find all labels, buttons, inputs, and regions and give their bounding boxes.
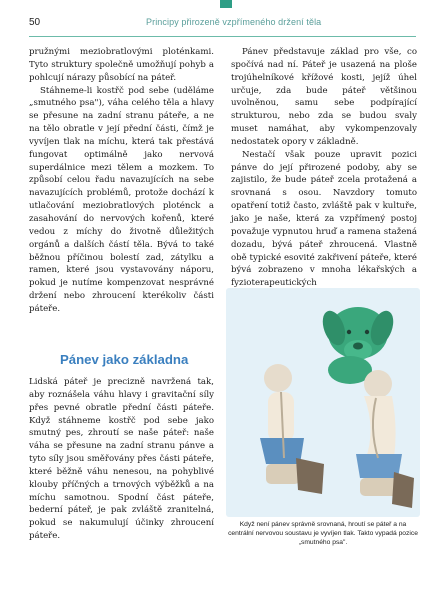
header-accent-bar (220, 0, 232, 8)
left-column (29, 46, 214, 316)
right-paragraph-2: Nestačí však pouze upravit pozici pánve do její přirozené podoby, aby se zajistilo, že bude páteř zcela protažená a srovnaná s osou. Navzdory tomuto opatření totiž často, zvláště pak v kultuře, jako je naše, která za vzpřímený postoj považuje vypnutou hruď a ramena stažená dozadu, bývá páteř zhroucená. Vlastně obě typické esovité zakřivení páteře, které bývá zobrazeno v mnoha lékařských a fyzioterapeutických (231, 149, 417, 289)
section-paragraph-1: Lidská páteř je precizně navržená tak, aby roznášela váhu hlavy i gravitační síly přes pevné obratle přední části páteře. Když stáhneme kostřč pod sebe jako smutný pes, zhroutí se naše páteř: naše váha se přesune na zadní stranu pánve a tyto síly jsou směřovány přes části páteře, které běžně váhu nenesou, na pohyblivé klouby příčných a trnových výběžků a na míchu samotnou. Spodní část páteře, bederní páteř, je pak zvláště zranitelná, pokud se nakumulují účinky zhroucení páteře. (29, 377, 214, 542)
right-paragraph-1: Pánev představuje základ pro vše, co spočívá nad ní. Páteř je usazená na ploše trojúhelníkové křížové kosti, jejíž úhel určuje, zda bude páteř většinou uvolněnou, samu sebe podpírající strukturou, nebo zda se budou svaly muset namáhat, aby vykompenzovaly nedostatek opory v základně. (231, 47, 417, 147)
left-person-figure (260, 364, 324, 494)
sad-dog-posture-illustration (226, 288, 420, 517)
section-heading: Pánev jako základna (60, 352, 189, 367)
illustration-figure (226, 288, 420, 517)
figure-caption: Když není pánev správně srovnaná, hroutí se páteř a na centrální nervovou soustavu je vyvíjen tlak. Takto vypadá pozice „smutného psa". (228, 521, 418, 546)
page-header (0, 0, 445, 40)
page-number: 50 (29, 17, 41, 28)
right-column (231, 46, 417, 290)
left-paragraph-2: Stáhneme-li kostřč pod sebe (uděláme „smutného psa"), váha celého těla a hlavy se přesune na zadní stranu páteře, a ne na tělo obratle v její přední části, čímž je vyvíjen tlak na míchu, která tak přestává fungovat optimálně jako nervová superdálnice mezi tělem a mozkem. To způsobí celou řadu navazujících na sebe navazujících problémů, protože dochází k utlačování meziobratlových ploténck a zasahování do nervových kořenů, které vedou z míchy do životně důležitých orgánů a dalších částí těla. Bývá to také běžnou příčinou bolestí zad, zátylku a ramen, které jsou vystavovány náporu, pokud je nutíme kompenzovat nesprávné držení nebo zhroucení kterékoliv části páteře. (29, 85, 214, 314)
running-title: Principy přirozeně vzpřímeného držení těla (146, 17, 322, 27)
header-rule (29, 36, 416, 37)
section-column (29, 376, 214, 543)
right-person-figure (356, 370, 414, 508)
left-paragraph-1: pružnými meziobratlovými ploténkami. Tyto struktury společně umožňují pohyb a pohlcují nárazy působící na páteř. (29, 47, 214, 83)
